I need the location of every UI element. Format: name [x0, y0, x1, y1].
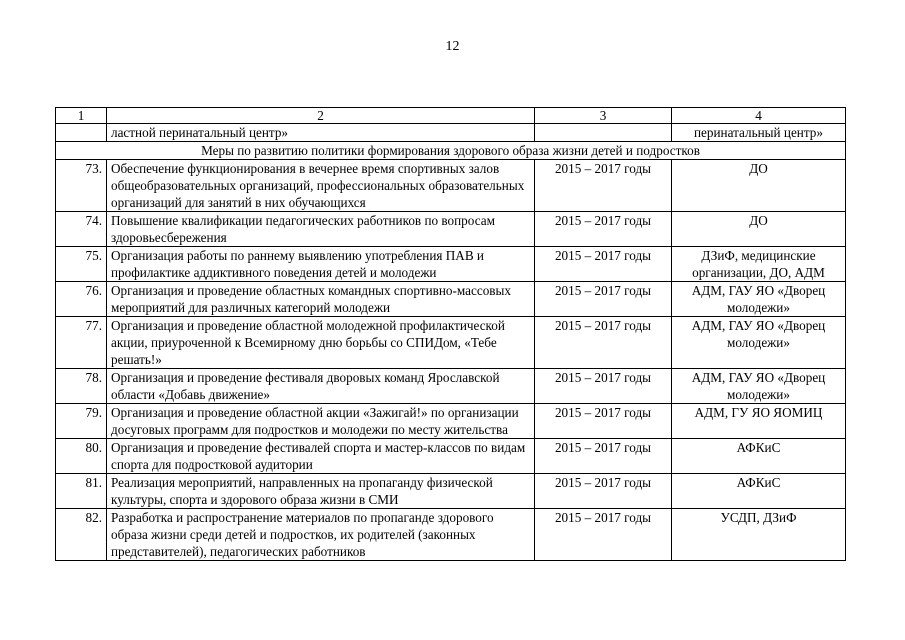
- section-row: [56, 142, 846, 160]
- row-period: 2015 – 2017 годы: [535, 317, 672, 369]
- header-row: [56, 108, 846, 124]
- table-row: [56, 404, 846, 439]
- table-row: [56, 212, 846, 247]
- row-period: 2015 – 2017 годы: [535, 404, 672, 439]
- row-period: 2015 – 2017 годы: [535, 509, 672, 561]
- row-executor: ДО: [672, 212, 846, 247]
- continuation-num: [56, 124, 107, 142]
- row-number: 75.: [56, 247, 107, 282]
- header-col-2: 2: [107, 108, 535, 124]
- row-description: Организация и проведение областной акции «Зажигай!» по организации досуговых программ для подростков и молодежи по месту жительства: [107, 404, 535, 439]
- table-row: [56, 369, 846, 404]
- row-period: 2015 – 2017 годы: [535, 474, 672, 509]
- row-description: Организация и проведение областной молодежной профилактической акции, приуроченной к Всемирному дню борьбы со СПИДом, «Тебе решать!»: [107, 317, 535, 369]
- table-row: [56, 317, 846, 369]
- row-description: Организация и проведение фестивалей спорта и мастер-классов по видам спорта для подростковой аудитории: [107, 439, 535, 474]
- row-period: 2015 – 2017 годы: [535, 439, 672, 474]
- table-row: [56, 247, 846, 282]
- measures-table: [55, 107, 846, 561]
- row-number: 74.: [56, 212, 107, 247]
- table-row: [56, 282, 846, 317]
- row-description: Повышение квалификации педагогических работников по вопросам здоровьесбережения: [107, 212, 535, 247]
- row-number: 80.: [56, 439, 107, 474]
- row-executor: АФКиС: [672, 474, 846, 509]
- row-executor: АДМ, ГАУ ЯО «Дворец молодежи»: [672, 317, 846, 369]
- row-executor: ДО: [672, 160, 846, 212]
- table-row: [56, 439, 846, 474]
- row-period: 2015 – 2017 годы: [535, 369, 672, 404]
- row-number: 77.: [56, 317, 107, 369]
- table-row: [56, 160, 846, 212]
- row-executor: АФКиС: [672, 439, 846, 474]
- continuation-text: ластной перинатальный центр»: [107, 124, 535, 142]
- row-number: 82.: [56, 509, 107, 561]
- section-title: Меры по развитию политики формирования здорового образа жизни детей и подростков: [56, 142, 846, 160]
- row-period: 2015 – 2017 годы: [535, 160, 672, 212]
- row-description: Обеспечение функционирования в вечернее время спортивных залов общеобразовательных организаций, профессиональных образовательных организаций для занятий в них обучающихся: [107, 160, 535, 212]
- row-description: Разработка и распространение материалов по пропаганде здорового образа жизни среди детей и подростков, их родителей (законных представителей), педагогических работников: [107, 509, 535, 561]
- row-executor: АДМ, ГУ ЯО ЯОМИЦ: [672, 404, 846, 439]
- continuation-executor: перинатальный центр»: [672, 124, 846, 142]
- row-period: 2015 – 2017 годы: [535, 247, 672, 282]
- continuation-row: [56, 124, 846, 142]
- row-executor: ДЗиФ, медицинские организации, ДО, АДМ: [672, 247, 846, 282]
- row-period: 2015 – 2017 годы: [535, 282, 672, 317]
- table-row: [56, 509, 846, 561]
- row-description: Реализация мероприятий, направленных на пропаганду физической культуры, спорта и здорового образа жизни в СМИ: [107, 474, 535, 509]
- row-executor: УСДП, ДЗиФ: [672, 509, 846, 561]
- page-number: 12: [445, 39, 460, 54]
- row-executor: АДМ, ГАУ ЯО «Дворец молодежи»: [672, 282, 846, 317]
- row-number: 79.: [56, 404, 107, 439]
- row-period: 2015 – 2017 годы: [535, 212, 672, 247]
- row-number: 73.: [56, 160, 107, 212]
- row-number: 81.: [56, 474, 107, 509]
- row-number: 78.: [56, 369, 107, 404]
- continuation-period: [535, 124, 672, 142]
- row-number: 76.: [56, 282, 107, 317]
- header-col-4: 4: [672, 108, 846, 124]
- header-col-3: 3: [535, 108, 672, 124]
- row-description: Организация и проведение фестиваля дворовых команд Ярославской области «Добавь движение»: [107, 369, 535, 404]
- row-description: Организация работы по раннему выявлению употребления ПАВ и профилактике аддиктивного поведения детей и молодежи: [107, 247, 535, 282]
- row-executor: АДМ, ГАУ ЯО «Дворец молодежи»: [672, 369, 846, 404]
- header-col-1: 1: [56, 108, 107, 124]
- measures-rows: [56, 160, 846, 561]
- row-description: Организация и проведение областных командных спортивно-массовых мероприятий для различных категорий молодежи: [107, 282, 535, 317]
- table-row: [56, 474, 846, 509]
